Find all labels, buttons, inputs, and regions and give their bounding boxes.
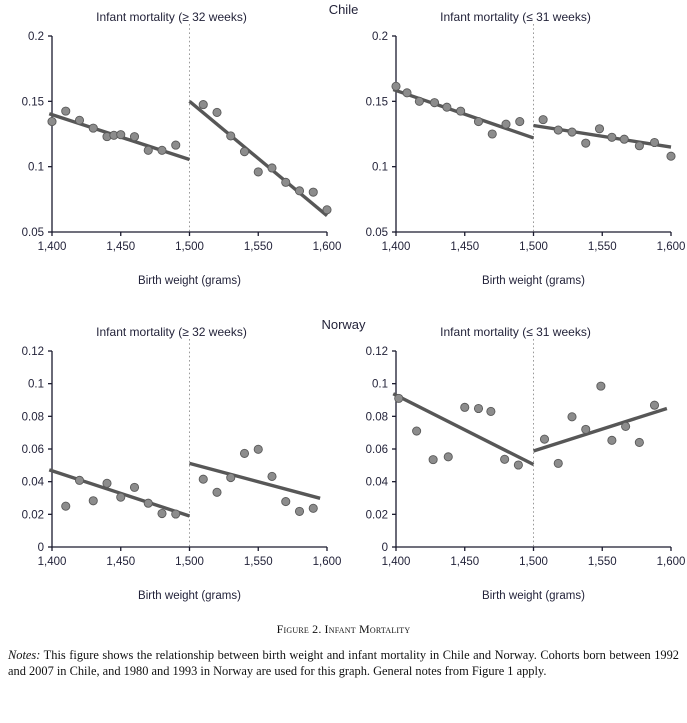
x-tick-label: 1,550 <box>587 556 617 568</box>
data-point <box>461 403 469 411</box>
data-point <box>395 394 403 402</box>
y-tick-label: 0.05 <box>365 227 388 239</box>
plot-chile-ge32 <box>0 10 343 310</box>
data-point <box>254 445 262 453</box>
panel-title-chile-ge32: Infant mortality (≥ 32 weeks) <box>96 10 247 24</box>
data-point <box>608 133 616 141</box>
data-point <box>309 188 317 196</box>
data-point <box>227 473 235 481</box>
data-point <box>474 404 482 412</box>
y-tick-label: 0.02 <box>21 509 44 522</box>
y-tick-label: 0.02 <box>365 509 388 522</box>
data-point <box>568 413 576 421</box>
y-tick-label: 0.1 <box>28 378 44 391</box>
figure-caption-label: Figure 2. <box>276 622 322 636</box>
data-point <box>282 497 290 505</box>
panel-chile-ge32 <box>0 10 343 310</box>
x-tick-label: 1,600 <box>312 556 342 568</box>
data-point <box>213 108 221 116</box>
x-tick-label: 1,500 <box>519 241 548 253</box>
data-point <box>457 107 465 115</box>
data-point <box>415 97 423 105</box>
data-point <box>227 132 235 140</box>
y-tick-label: 0.05 <box>21 227 44 239</box>
y-tick-label: 0.15 <box>365 96 388 109</box>
plot-chile-le31 <box>344 10 687 310</box>
x-tick-label: 1,550 <box>243 556 273 568</box>
y-tick-label: 0.08 <box>365 411 388 424</box>
data-point <box>295 507 303 515</box>
x-tick-label: 1,450 <box>106 556 136 568</box>
data-point <box>516 117 524 125</box>
x-tick-label: 1,500 <box>175 241 204 253</box>
y-tick-label: 0.12 <box>21 346 44 358</box>
data-point <box>144 499 152 507</box>
x-tick-label: 1,450 <box>450 241 480 253</box>
data-point <box>620 135 628 143</box>
data-point <box>75 476 83 484</box>
x-tick-label: 1,400 <box>37 556 67 568</box>
data-point <box>635 438 643 446</box>
panel-norway-ge32 <box>0 325 343 625</box>
data-point <box>582 139 590 147</box>
data-point <box>597 382 605 390</box>
fit-line-right <box>190 463 321 498</box>
data-point <box>117 131 125 139</box>
y-tick-label: 0.1 <box>372 161 388 174</box>
data-point <box>392 82 400 90</box>
y-tick-label: 0.15 <box>21 96 44 109</box>
data-point <box>582 425 590 433</box>
data-point <box>430 99 438 107</box>
data-point <box>635 142 643 150</box>
fit-line-right <box>534 408 667 450</box>
panel-title-norway-ge32: Infant mortality (≥ 32 weeks) <box>96 325 247 339</box>
data-point <box>539 116 547 124</box>
data-point <box>413 427 421 435</box>
data-point <box>444 453 452 461</box>
data-point <box>608 436 616 444</box>
x-tick-label: 1,550 <box>587 241 617 253</box>
data-point <box>240 449 248 457</box>
data-point <box>487 407 495 415</box>
data-point <box>268 164 276 172</box>
data-point <box>268 472 276 480</box>
x-tick-label: 1,600 <box>312 241 342 253</box>
x-axis-label: Birth weight (grams) <box>482 590 585 602</box>
data-point <box>130 483 138 491</box>
y-tick-label: 0.06 <box>365 444 388 456</box>
y-tick-label: 0.2 <box>28 31 44 43</box>
figure-caption-title: Infant Mortality <box>324 622 411 636</box>
x-tick-label: 1,500 <box>175 556 204 568</box>
figure-notes-label: Notes: <box>8 648 41 662</box>
fit-line-right <box>190 101 328 215</box>
x-tick-label: 1,400 <box>381 241 411 253</box>
data-point <box>554 459 562 467</box>
data-point <box>117 493 125 501</box>
row-title-chile: Chile <box>328 2 359 17</box>
plot-norway-le31 <box>344 325 687 625</box>
data-point <box>309 504 317 512</box>
panel-chile-le31 <box>344 10 687 310</box>
y-tick-label: 0.2 <box>372 31 388 43</box>
data-point <box>282 178 290 186</box>
data-point <box>295 187 303 195</box>
figure-caption <box>0 622 687 637</box>
x-axis-label: Birth weight (grams) <box>482 275 585 287</box>
data-point <box>474 117 482 125</box>
data-point <box>568 128 576 136</box>
data-point <box>650 401 658 409</box>
y-tick-label: 0.04 <box>365 476 388 489</box>
data-point <box>75 116 83 124</box>
data-point <box>540 435 548 443</box>
data-point <box>240 148 248 156</box>
panel-title-chile-le31: Infant mortality (≤ 31 weeks) <box>440 10 591 24</box>
y-tick-label: 0.1 <box>28 161 44 174</box>
data-point <box>158 509 166 517</box>
data-point <box>514 461 522 469</box>
data-point <box>213 488 221 496</box>
x-tick-label: 1,450 <box>450 556 480 568</box>
y-tick-label: 0.1 <box>372 378 388 391</box>
data-point <box>501 455 509 463</box>
data-point <box>254 168 262 176</box>
data-point <box>48 117 56 125</box>
data-point <box>429 456 437 464</box>
y-tick-label: 0.12 <box>365 346 388 358</box>
data-point <box>502 120 510 128</box>
x-tick-label: 1,600 <box>656 556 686 568</box>
plot-norway-ge32 <box>0 325 343 625</box>
y-tick-label: 0 <box>381 542 388 554</box>
data-point <box>667 152 675 160</box>
x-tick-label: 1,550 <box>243 241 273 253</box>
y-tick-label: 0.08 <box>21 411 44 424</box>
y-tick-label: 0.04 <box>21 476 44 489</box>
data-point <box>172 141 180 149</box>
x-axis-label: Birth weight (grams) <box>138 275 241 287</box>
data-point <box>130 133 138 141</box>
figure-notes <box>8 648 679 679</box>
data-point <box>403 89 411 97</box>
data-point <box>103 479 111 487</box>
y-tick-label: 0 <box>37 542 44 554</box>
data-point <box>650 138 658 146</box>
x-tick-label: 1,400 <box>37 241 67 253</box>
data-point <box>144 146 152 154</box>
data-point <box>158 146 166 154</box>
data-point <box>62 107 70 115</box>
data-point <box>89 497 97 505</box>
panel-norway-le31 <box>344 325 687 625</box>
x-tick-label: 1,400 <box>381 556 411 568</box>
data-point <box>89 124 97 132</box>
x-axis-label: Birth weight (grams) <box>138 590 241 602</box>
panel-title-norway-le31: Infant mortality (≤ 31 weeks) <box>440 325 591 339</box>
data-point <box>323 206 331 214</box>
x-tick-label: 1,500 <box>519 556 548 568</box>
data-point <box>595 125 603 133</box>
data-point <box>554 126 562 134</box>
y-tick-label: 0.06 <box>21 444 44 456</box>
data-point <box>488 130 496 138</box>
x-tick-label: 1,600 <box>656 241 686 253</box>
data-point <box>172 510 180 518</box>
data-point <box>62 502 70 510</box>
data-point <box>199 101 207 109</box>
x-tick-label: 1,450 <box>106 241 136 253</box>
row-title-norway: Norway <box>321 317 366 332</box>
data-point <box>622 422 630 430</box>
figure-notes-body: This figure shows the relationship between birth weight and infant mortality in Chile and Norway. Cohorts born between 1992 and 2007 in Chile, and 1980 and 1993 in Norway are used for this graph. General notes from Figure 1 apply. <box>8 648 679 678</box>
data-point <box>199 475 207 483</box>
data-point <box>443 103 451 111</box>
